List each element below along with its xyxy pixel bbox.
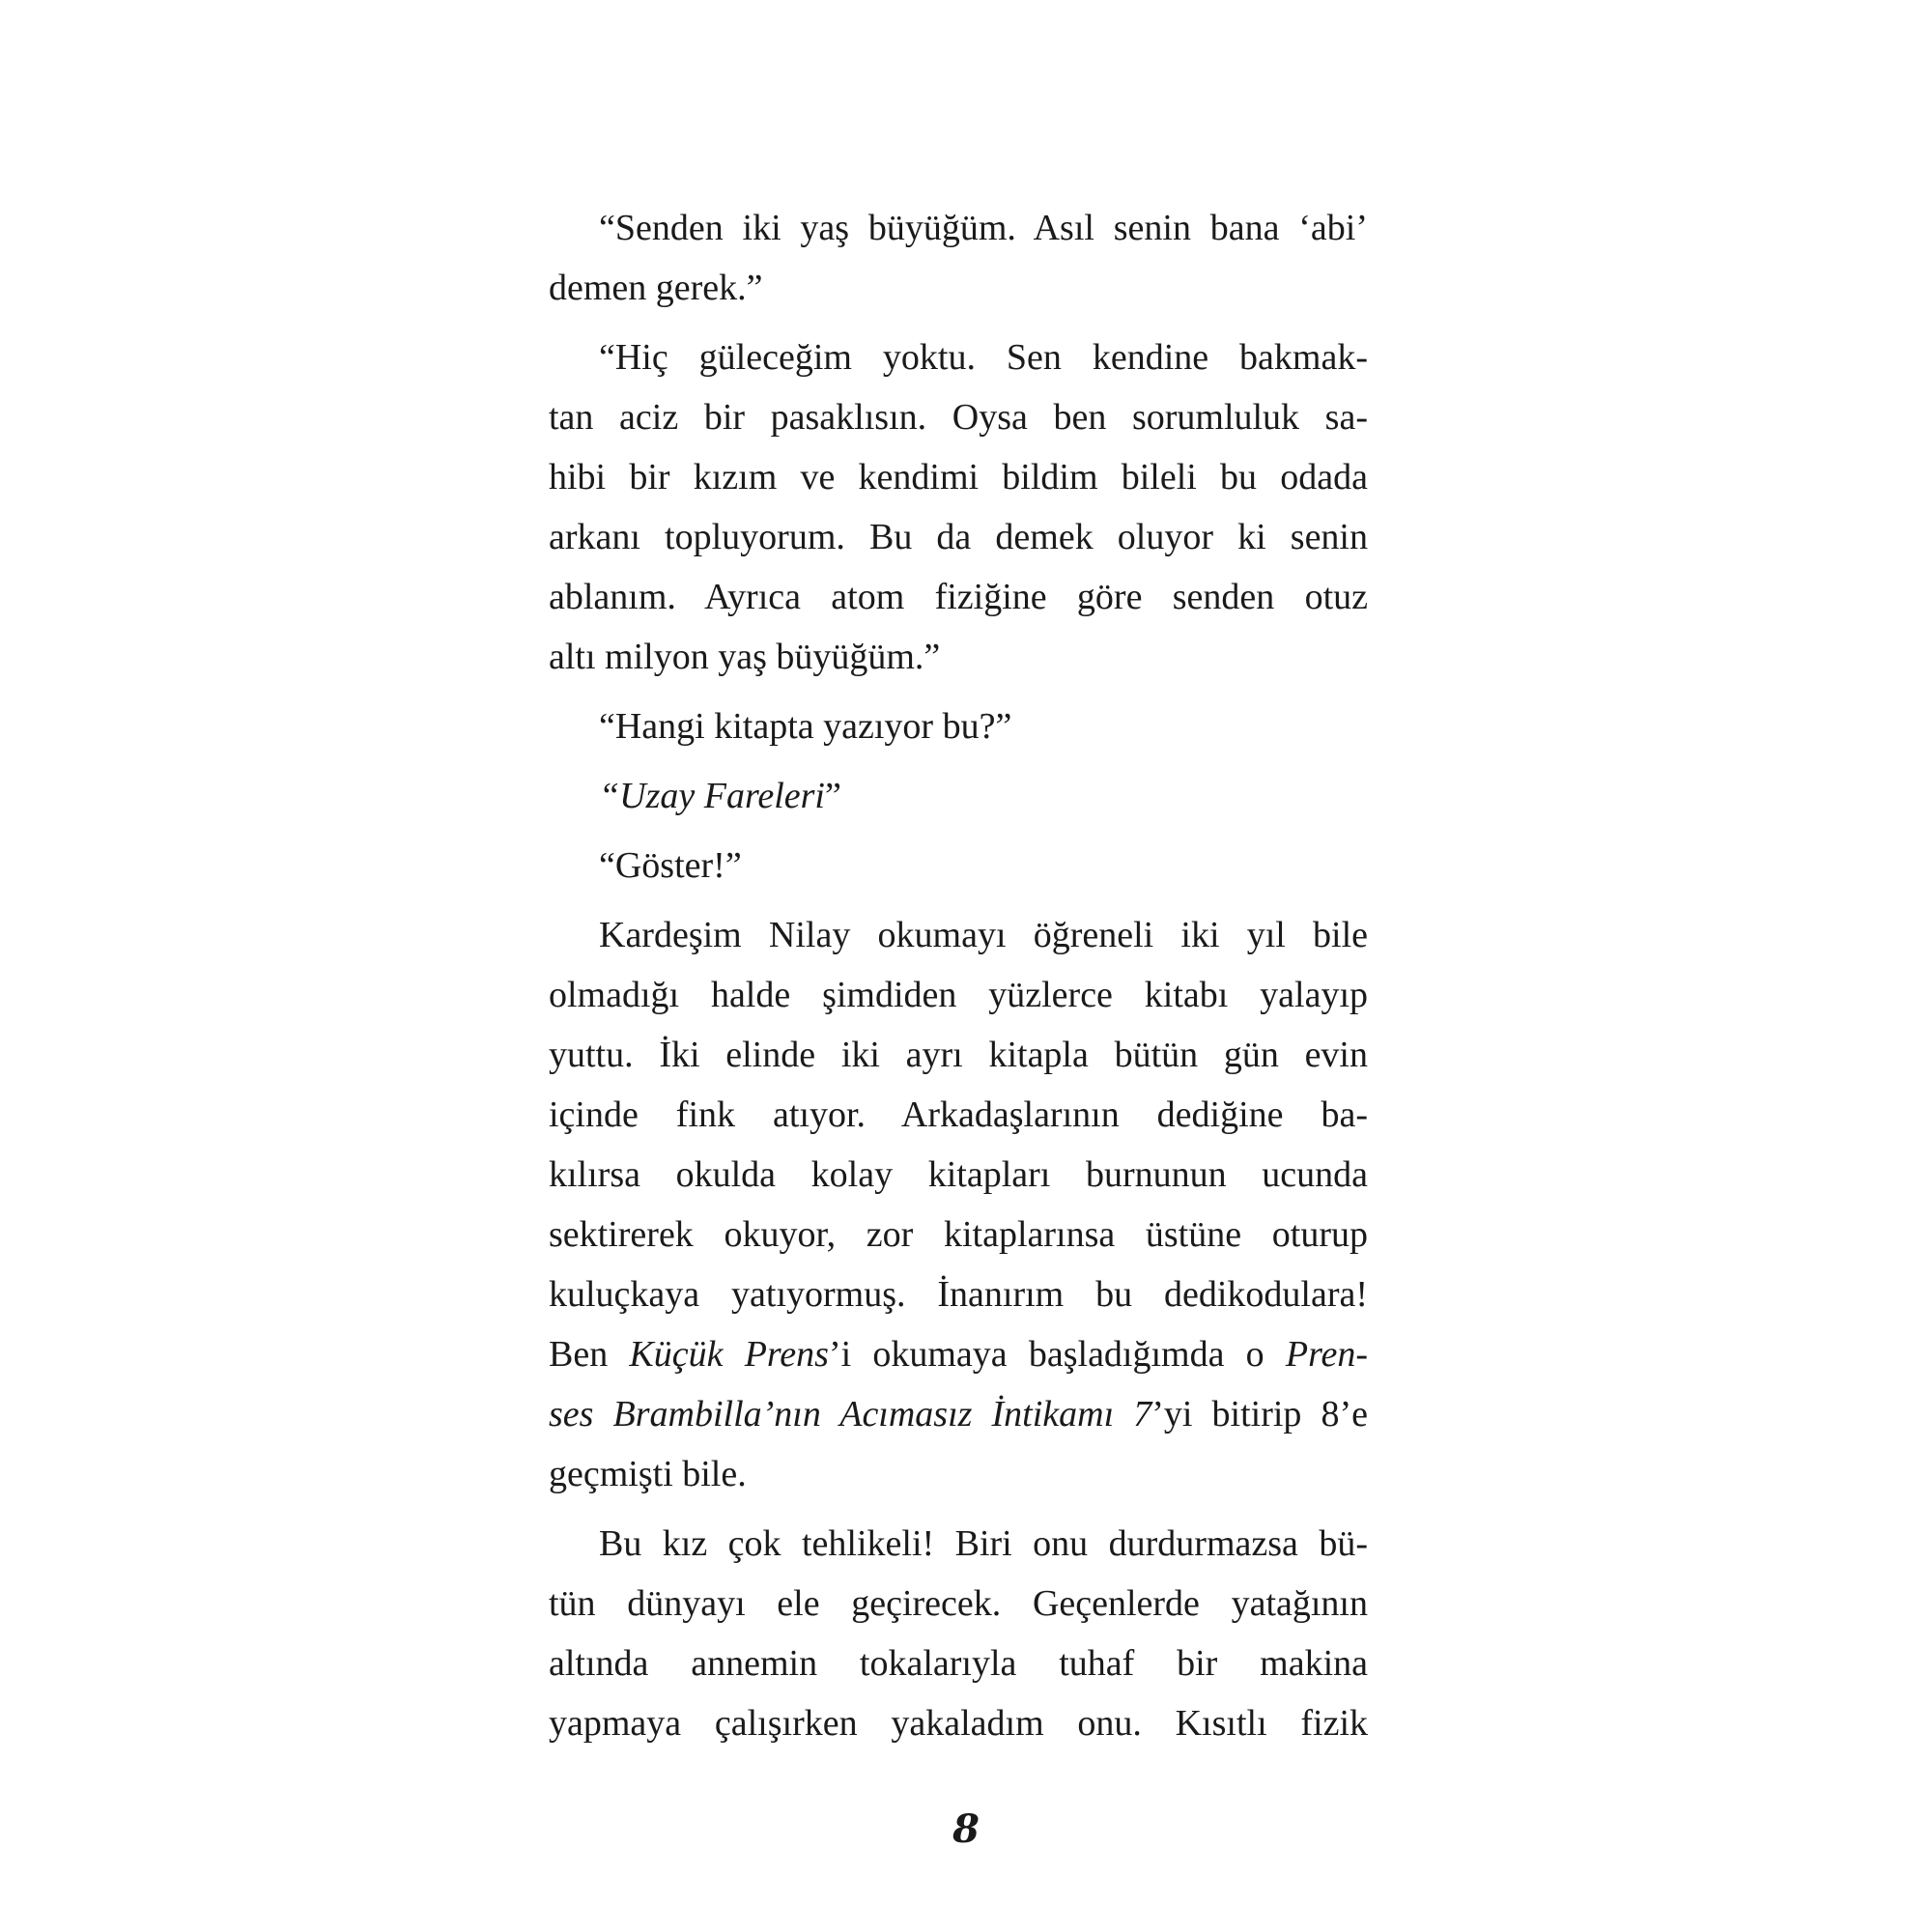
paragraph-1	[549, 198, 1368, 318]
text-line: “Hangi kitapta yazıyor bu?”	[599, 706, 1012, 747]
book-title: Uzay Fareleri	[619, 776, 825, 816]
page-body	[549, 198, 1368, 1763]
text-line: yapmaya çalışırken yakaladım onu. Kısıtlı fizik	[549, 1703, 1368, 1744]
text-line: Kardeşim Nilay okumayı öğreneli iki yıl bile	[599, 915, 1368, 955]
paragraph-4	[549, 766, 1368, 826]
text-line	[549, 766, 1368, 826]
text-line: arkanı topluyorum. Bu da demek oluyor ki senin	[549, 517, 1368, 557]
text-line: kuluçkaya yatıyormuş. İnanırım bu dedikodulara!	[549, 1274, 1368, 1315]
text-line: tan aciz bir pasaklısın. Oysa ben sorumluluk sa-	[549, 397, 1368, 438]
text-line: demen gerek.”	[549, 268, 763, 308]
text-line: altında annemin tokalarıyla tuhaf bir makina	[549, 1643, 1368, 1684]
text-line: geçmişti bile.	[549, 1454, 747, 1494]
text-line: Bu kız çok tehlikeli! Biri onu durdurmazsa bü-	[599, 1523, 1368, 1564]
open-quote: “	[599, 776, 620, 816]
text-line: “Göster!”	[599, 845, 742, 886]
paragraph-5	[549, 836, 1368, 895]
text-line: altı milyon yaş büyüğüm.”	[549, 637, 941, 677]
text-line: olmadığı halde şimdiden yüzlerce kitabı yalayıp	[549, 975, 1368, 1015]
text-line: “Senden iki yaş büyüğüm. Asıl senin bana ‘abi’	[599, 208, 1368, 248]
text-line	[549, 1384, 1368, 1444]
book-title: Pren-	[1285, 1334, 1368, 1375]
paragraph-3	[549, 696, 1368, 756]
text-line: yuttu. İki elinde iki ayrı kitapla bütün gün evin	[549, 1035, 1368, 1075]
text-run: ’i okumaya başladığımda o	[828, 1334, 1286, 1375]
text-line: “Hiç güleceğim yoktu. Sen kendine bakmak-	[599, 337, 1368, 378]
text-line: sektirerek okuyor, zor kitaplarınsa üstüne oturup	[549, 1214, 1368, 1255]
text-line: kılırsa okulda kolay kitapları burnunun ucunda	[549, 1154, 1368, 1195]
paragraph-7	[549, 1514, 1368, 1753]
text-line: hibi bir kızım ve kendimi bildim bileli bu odada	[549, 457, 1368, 497]
text-run: ’yi bitirip 8’e	[1151, 1394, 1368, 1435]
text-run: Ben	[549, 1334, 630, 1375]
close-quote: ”	[824, 776, 841, 816]
text-line: içinde fink atıyor. Arkadaşlarının dediğine ba-	[549, 1094, 1368, 1135]
text-line	[549, 1324, 1368, 1384]
paragraph-6	[549, 905, 1368, 1504]
text-line: ablanım. Ayrıca atom fiziğine göre senden otuz	[549, 577, 1368, 617]
paragraph-2	[549, 327, 1368, 687]
book-title: ses Brambilla’nın Acımasız İntikamı 7	[549, 1394, 1152, 1435]
text-line: tün dünyayı ele geçirecek. Geçenlerde yatağının	[549, 1583, 1368, 1624]
page-number: 8	[952, 1806, 980, 1852]
book-title: Küçük Prens	[629, 1334, 829, 1375]
